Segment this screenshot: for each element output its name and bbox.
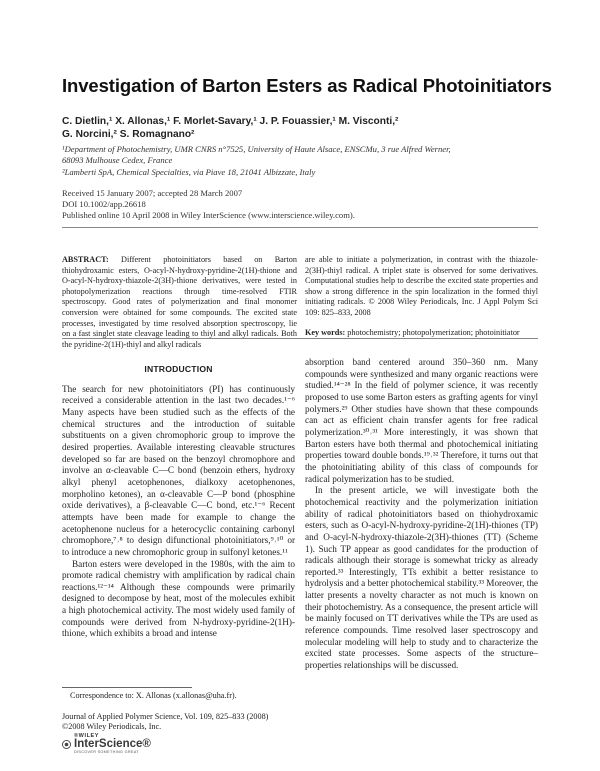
abstract-left-column (62, 255, 297, 350)
received-date: Received 15 January 2007; accepted 28 March 2007 (62, 188, 243, 198)
correspondence-footnote: Correspondence to: X. Allonas (x.allonas@uha.fr). (70, 691, 237, 700)
article-history (62, 188, 542, 221)
abstract-label: ABSTRACT: (62, 255, 109, 264)
authors-line-1: C. Dietlin,¹ X. Allonas,¹ F. Morlet-Savary,¹ J. P. Fouassier,¹ M. Visconti,² (62, 116, 399, 127)
section-heading-introduction: INTRODUCTION (144, 364, 213, 374)
keywords-label: Key words: (305, 327, 346, 337)
journal-line-2: ©2008 Wiley Periodicals, Inc. (62, 722, 162, 732)
abstract-text-1: Different photoinitiators based on Barton thiohydroxamic esters, O-acyl-N-hydroxy-pyridine-2(1H)-thione and O-acyl-N-hydroxy-thiazole-2(3H)-thione derivatives, were tested in photopolymerization reactions through time-resolved FTIR spectroscopy. Good rates of polymerization and final monomer conversion were obtained for some compounds. The excited state processes, investigated by time resolved absorption spectroscopy, lie on a fast singlet state cleavage leading to thiyl and alkyl radicals. Both the pyridine-2(1H)-thiyl and alkyl radicals (62, 255, 297, 349)
published-online: Published online 10 April 2008 in Wiley InterScience (www.interscience.wiley.com). (62, 210, 355, 220)
authors-line-2: G. Norcini,² S. Romagnano² (62, 129, 195, 140)
affiliation-2: ²Lamberti SpA, Chemical Specialties, via Piave 18, 21041 Albizzate, Italy (62, 167, 316, 177)
left-body-column (62, 364, 295, 640)
wiley-interscience-logo (62, 733, 182, 759)
article-title: Investigation of Barton Esters as Radical Photoinitiators (62, 75, 552, 96)
right-body-column (305, 357, 538, 672)
affiliation-1 (62, 144, 552, 166)
footnote-rule (62, 687, 192, 688)
doi: DOI 10.1002/app.26618 (62, 199, 146, 209)
keywords: photochemistry; photopolymerization; photoinitiator (347, 327, 520, 337)
wiley-mark-icon (62, 740, 71, 749)
intro-paragraph-4: In the present article, we will investigate both the photochemical reactivity and the polymerization initiation ability of radical photoinitiators based on thiohydroxamic esters, such as O-acyl-N-hydroxy-pyridine-2(1H)-thiones (TP) and O-acyl-N-hydroxy-thiazole-2(3H)-thiones (TT) (Scheme 1). Such TP appear as good candidates for the production of radicals although their storage is somewhat tricky as already reported.³³ Interestingly, TTs exhibit a better resistance to hydrolysis and a better photochemical stability.³³ Moreover, the latter presents a novelty character as not much is known on their photochemistry. As a consequence, the present article will be mainly focused on TT derivatives while the TPs are used as reference compounds. Time resolved laser spectroscopy and molecular modeling will help to study and to characterize the excited state processes. Some aspects of the structure–properties relationships will be discussed. (305, 485, 538, 671)
logo-wiley-text: ®WILEY (74, 733, 100, 739)
abstract-text-2: are able to initiate a polymerization, in contrast with the thiazole-2(3H)-thiyl radical. A triplet state is observed for some derivatives. Computational studies help to describe the excited state properties and show a strong difference in the spin localization in the formed thiyl initiating radicals. © 2008 Wiley Periodicals, Inc. J Appl Polym Sci 109: 825–833, 2008 (305, 255, 538, 317)
affiliation-1-line-2: 68093 Mulhouse Cedex, France (62, 155, 173, 165)
logo-interscience-text: InterScience® (74, 738, 151, 750)
journal-line-1: Journal of Applied Polymer Science, Vol. 109, 825–833 (2008) (62, 712, 269, 721)
abstract-bottom-rule (62, 338, 538, 339)
intro-paragraph-1: The search for new photoinitiators (PI) has continuously received a considerable attention in the last two decades.¹⁻⁶ Many aspects have been studied such as the effects of the chemical structures and the introduction of suitable substituents on a given chromophoric group to improve the desired properties. Available interesting cleavable structures developed so far are based on the benzoyl chromophore and involve an α-cleavable C—C bond (benzoin ethers, hydroxy alkyl phenyl acetophenones, dialkoxy acetophenones, morpholino ketones), an α-cleavable C—P bond (phosphine oxide derivatives), a β-cleavable C—C bond, etc.¹⁻⁶ Recent attempts have been made for example to change the acetophenone nucleus for a heterocyclic containing carbonyl chromophore,⁷˒⁸ to design difunctional photoinitiators,⁹˒¹⁰ or to introduce a new chromophoric group in sulfonyl ketones.¹¹ (62, 383, 295, 557)
abstract-top-rule (62, 227, 538, 228)
logo-tagline: DISCOVER SOMETHING GREAT (74, 750, 139, 754)
author-list (62, 115, 542, 141)
journal-citation (62, 712, 268, 733)
abstract-right-column (305, 255, 538, 338)
intro-paragraph-2: Barton esters were developed in the 1980s, with the aim to promote radical chemistry with amplification by radical chain reactions.¹²⁻¹⁴ Although these compounds were primarily designed to decompose by heat, most of the molecules exhibit a high photochemical activity. The most widely used family of compounds were derived from N-hydroxy-pyridine-2(1H)-thione, which exhibits a broad and intense (62, 558, 295, 639)
affiliation-1-line-1: ¹Department of Photochemistry, UMR CNRS n°7525, University of Haute Alsace, ENSCMu, 3 rue Alfred Werner, (62, 144, 451, 154)
intro-paragraph-3: absorption band centered around 350–360 nm. Many compounds were synthesized and many organic reactions were studied.¹⁴⁻²⁸ In the field of polymer science, it was recently proposed to use some Barton esters as grafting agents for vinyl polymers.²⁹ Other studies have shown that these compounds can act as efficient chain transfer agents for free radical polymerization.³⁰˒³¹ More interestingly, it was shown that Barton esters have both thermal and photochemical initiating properties toward double bonds.¹⁹˒³² Therefore, it turns out that the photoinitiating ability of this class of compounds for radical polymerization has to be studied. (305, 357, 538, 484)
